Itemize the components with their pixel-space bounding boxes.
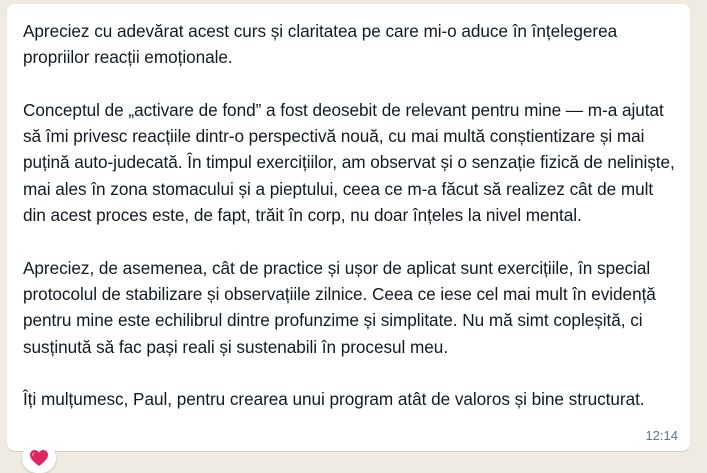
message-bubble[interactable] xyxy=(7,4,690,451)
red-heart-icon xyxy=(29,449,49,467)
reaction-badge[interactable] xyxy=(22,443,56,473)
message-text xyxy=(23,18,676,412)
message-paragraph-2: Conceptul de „activare de fond” a fost deosebit de relevant pentru mine — m-a ajutat să îmi privesc reacțiile dintr-o perspectivă nouă, cu mai multă conștientizare și mai puțină auto-judecată. În timpul exercițiilor, am observat și o senzație fizică de neliniște, mai ales în zona stomacului și a pieptului, ceea ce m-a făcut să realizez cât de mult din acest proces este, de fapt, trăit în corp, nu doar înțeles la nivel mental. xyxy=(23,99,675,226)
message-paragraph-3: Apreciez, de asemenea, cât de practice și ușor de aplicat sunt exercițiile, în special protocolul de stabilizare și observațiile zilnice. Ceea ce iese cel mai mult în evidență pentru mine este echilibrul dintre profunzime și simplitate. Nu mă simt copleșită, ci susținută să fac pași reali și sustenabili în procesul meu. xyxy=(23,257,656,357)
message-timestamp: 12:14 xyxy=(645,428,678,443)
message-paragraph-4: Îți mulțumesc, Paul, pentru crearea unui program atât de valoros și bine structurat. xyxy=(23,389,645,410)
message-paragraph-1: Apreciez cu adevărat acest curs și claritatea pe care mi-o aduce în înțelegerea propriilor reacții emoționale. xyxy=(23,21,618,68)
